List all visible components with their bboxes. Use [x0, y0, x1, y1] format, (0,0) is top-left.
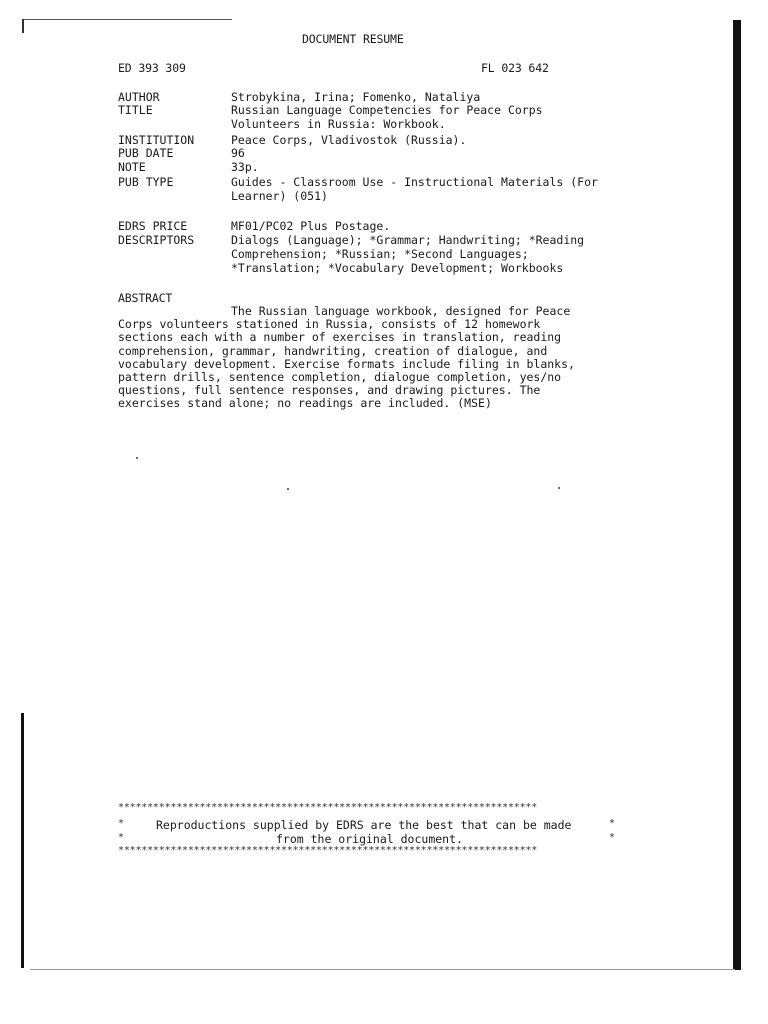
edrs-price-value: MF01/PC02 Plus Postage.	[231, 219, 391, 233]
star-edge-right: *	[609, 832, 616, 843]
abstract-line: comprehension, grammar, handwriting, creation of dialogue, and	[118, 343, 548, 358]
star-edge-right: *	[609, 818, 616, 829]
star-border-bottom: ************************************************************************	[118, 846, 538, 856]
institution-value: Peace Corps, Vladivostok (Russia).	[231, 133, 467, 147]
pub-type-value-line: Guides - Classroom Use - Instructional Materials (For	[231, 175, 598, 189]
scan-edge-left	[21, 713, 24, 968]
note-label: NOTE	[118, 160, 146, 174]
descriptors-label: DESCRIPTORS	[118, 233, 195, 247]
abstract-line: Corps volunteers stationed in Russia, consists of 12 homework	[118, 317, 541, 332]
title-label: TITLE	[118, 103, 153, 117]
pub-date-value: 96	[231, 146, 245, 160]
descriptors-value-line: Dialogs (Language); *Grammar; Handwriting; *Reading	[231, 233, 585, 247]
abstract-line: exercises stand alone; no readings are included. (MSE)	[118, 396, 492, 411]
descriptors-value-line: Comprehension; *Russian; *Second Languages;	[231, 247, 529, 261]
abstract-line: The Russian language workbook, designed for Peace	[231, 304, 571, 318]
abstract-line: questions, full sentence responses, and drawing pictures. The	[118, 383, 541, 398]
fl-number: FL 023 642	[481, 61, 549, 75]
institution-label: INSTITUTION	[118, 133, 195, 147]
author-label: AUTHOR	[118, 90, 160, 104]
reproduction-notice-line: Reproductions supplied by EDRS are the best that can be made	[156, 818, 572, 832]
pub-type-label: PUB TYPE	[118, 175, 174, 189]
reproduction-notice-line: from the original document.	[276, 832, 463, 846]
star-edge-left: *	[118, 818, 125, 829]
title-value-line: Volunteers in Russia: Workbook.	[231, 117, 446, 131]
scan-edge-top	[22, 19, 232, 20]
scan-speck	[287, 488, 289, 490]
author-value: Strobykina, Irina; Fomenko, Nataliya	[231, 90, 481, 104]
scan-edge-corner	[22, 19, 24, 33]
pub-type-value-line: Learner) (051)	[231, 189, 328, 203]
abstract-label: ABSTRACT	[118, 291, 173, 305]
star-edge-left: *	[118, 832, 125, 843]
document-title: DOCUMENT RESUME	[302, 32, 404, 46]
abstract-line: vocabulary development. Exercise formats include filing in blanks,	[118, 356, 575, 371]
scan-speck	[136, 457, 138, 459]
ed-number: ED 393 309	[118, 61, 186, 75]
abstract-line: pattern drills, sentence completion, dialogue completion, yes/no	[118, 370, 562, 385]
abstract-body	[118, 305, 598, 411]
scan-edge-bottom	[30, 969, 735, 970]
descriptors-value-line: *Translation; *Vocabulary Development; Workbooks	[231, 261, 564, 275]
pub-date-label: PUB DATE	[118, 146, 174, 160]
edrs-price-label: EDRS PRICE	[118, 219, 188, 233]
scan-speck	[558, 487, 560, 489]
abstract-line: sections each with a number of exercises in translation, reading	[118, 330, 562, 345]
title-value-line: Russian Language Competencies for Peace Corps	[231, 103, 543, 117]
note-value: 33p.	[231, 160, 259, 174]
scan-edge-right	[733, 20, 741, 970]
star-border-top: ************************************************************************	[118, 803, 538, 813]
